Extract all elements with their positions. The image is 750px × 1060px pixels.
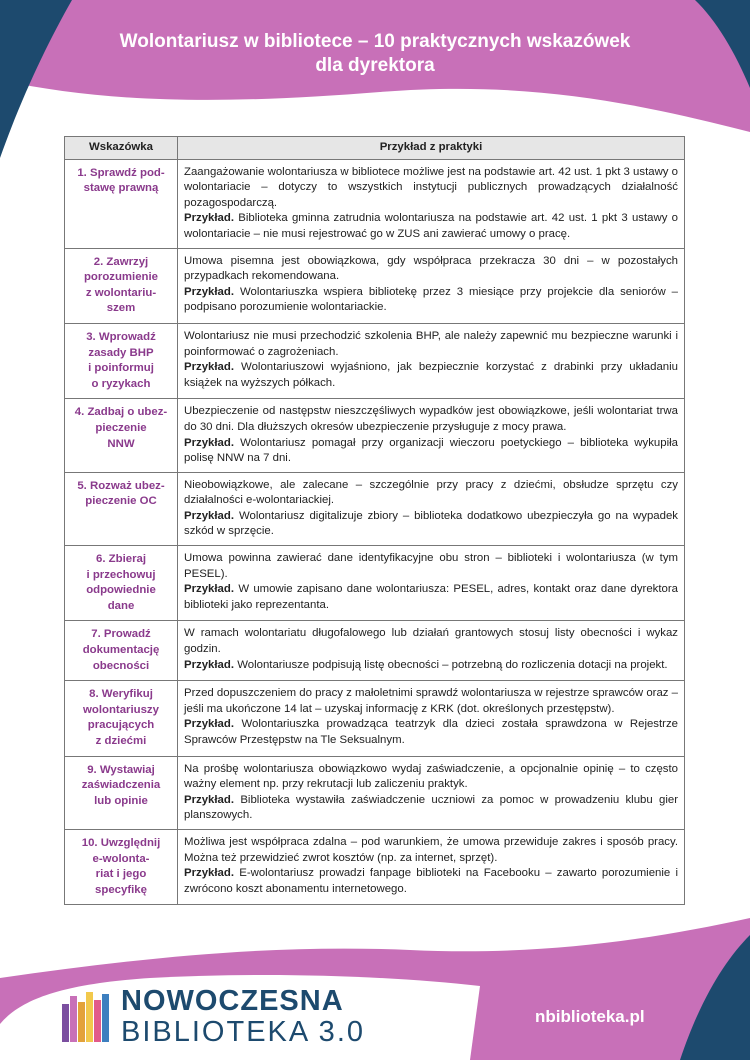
example-label: Przykład.	[184, 658, 235, 671]
tip-line: obecności	[92, 659, 150, 672]
tip-cell	[65, 756, 178, 829]
example-label: Przykład.	[184, 793, 235, 806]
example-paragraph	[184, 658, 678, 674]
website-link[interactable]: nbiblioteka.pl	[535, 1007, 645, 1026]
tip-line: dokumentację	[82, 644, 160, 657]
example-label: Przykład.	[184, 436, 235, 449]
tip-line: riat i jego	[95, 868, 147, 881]
table-row	[65, 546, 685, 621]
books-logo-icon	[62, 990, 114, 1042]
tip-line: odpowiednie	[86, 584, 156, 597]
example-label: Przykład.	[184, 361, 235, 374]
tip-line: lub opinie	[94, 794, 148, 807]
column-header-example: Przykład z praktyki	[178, 137, 685, 160]
table-row	[65, 323, 685, 398]
tip-line: 9. Wystawiaj	[87, 763, 155, 776]
tip-line: 2. Zawrzyj	[93, 255, 149, 268]
table-row	[65, 756, 685, 829]
example-cell	[178, 829, 685, 904]
description-text: Ubezpieczenie od następstw nieszczęśliwych wypadków jest obowiązkowe, jeśli wolontariat trwa do 30 dni. Dla dłuższych okresów ubezpieczenie przysługuje z mocy prawa.	[184, 405, 678, 433]
example-cell	[178, 546, 685, 621]
example-text: Biblioteka gminna zatrudnia wolontariusza na podstawie art. 42 ust. 1 pkt 3 ustawy o wolontariacie – nie musi rejestrować go w ZUS ani zawierać umowy o pracę.	[184, 212, 678, 240]
logo-bar	[102, 994, 109, 1042]
table-header-row	[65, 137, 685, 160]
example-cell	[178, 399, 685, 472]
description-text: Nieobowiązkowe, ale zalecane – szczególnie przy pracy z dziećmi, obsłudze sprzętu czy działalności e-wolontariackiej.	[184, 478, 678, 507]
description-text: Wolontariusz nie musi przechodzić szkolenia BHP, ale należy zapewnić mu bezpieczne warunki i poinformować o zagrożeniach.	[184, 329, 678, 358]
tip-cell	[65, 323, 178, 398]
example-paragraph	[184, 509, 678, 540]
logo-bar	[62, 1004, 69, 1042]
description-text: Możliwa jest współpraca zdalna – pod warunkiem, że umowa przewiduje zakres i sposób pracy. Można też przewidzieć zwrot kosztów (np. za internet, sprzęt).	[184, 835, 678, 864]
table-row	[65, 159, 685, 248]
tip-line: pracujących	[87, 719, 155, 732]
table-row	[65, 472, 685, 545]
example-label: Przykład.	[184, 718, 235, 731]
tip-line: 8. Weryfikuj	[89, 688, 153, 701]
tip-cell	[65, 829, 178, 904]
tip-line: 10. Uwzględnij	[81, 836, 161, 849]
tip-line: wolontariuszy	[83, 703, 159, 716]
tip-line: i przechowuj	[86, 568, 156, 581]
tip-line: 3. Wprowadź	[86, 330, 156, 343]
tip-cell	[65, 621, 178, 681]
example-text: Wolontariuszowi wyjaśniono, jak bezpiecznie korzystać z drabinki przy układaniu książek na wyższych półkach.	[184, 361, 679, 389]
description-text: W ramach wolontariatu długofalowego lub działań grantowych stosuj listy obecności i wykaz godzin.	[184, 627, 678, 656]
example-paragraph	[184, 582, 678, 613]
tip-line: zasady BHP	[88, 346, 154, 359]
example-cell	[178, 472, 685, 545]
description-text: Umowa pisemna jest obowiązkowa, gdy współpraca przekracza 30 dni – w pozostałych przypadkach rekomendowana.	[184, 254, 678, 283]
description-text: Umowa powinna zawierać dane identyfikacyjne obu stron – biblioteki i wolontariusza (w tym PESEL).	[184, 552, 678, 580]
logo-text-top: NOWOCZESNA	[121, 985, 344, 1017]
tip-cell	[65, 399, 178, 472]
example-paragraph	[184, 285, 678, 316]
tip-line: 6. Zbieraj	[95, 553, 146, 566]
example-text: E-wolontariusz prowadzi fanpage biblioteki na Facebooku – zawarto porozumienie i zwrócono koszt abonamentu internetowego.	[184, 867, 678, 895]
example-paragraph	[184, 360, 678, 391]
example-text: Wolontariusz digitalizuje zbiory – biblioteka dodatkowo ubezpieczyła go na wypadek szkód w sprzęcie.	[184, 509, 678, 538]
description-text: Na prośbę wolontariusza obowiązkowo wydaj zaświadczenie, a opcjonalnie opinię – to często ważny element np. przy rekrutacji lub zaliczeniu praktyk.	[184, 762, 678, 791]
table-row	[65, 829, 685, 904]
tip-cell	[65, 546, 178, 621]
example-paragraph	[184, 793, 678, 824]
logo-bar	[70, 996, 77, 1042]
example-text: W umowie zapisano dane wolontariusza: PESEL, adres, kontakt oraz dane dyrektora biblioteki jako reprezentanta.	[184, 583, 678, 611]
description-text: Przed dopuszczeniem do pracy z małoletnimi sprawdź wolontariusza w rejestrze sprawców oraz – jeśli ma ukończone 14 lat – uzyskaj informację z KRK (dot. określonych przestępstw).	[184, 687, 678, 715]
tip-line: z wolontariu-	[85, 286, 157, 299]
example-paragraph	[184, 211, 678, 242]
column-header-tip: Wskazówka	[65, 137, 178, 160]
logo-bar	[94, 1000, 101, 1042]
example-cell	[178, 323, 685, 398]
logo-text-bottom: BIBLIOTEKA 3.0	[121, 1016, 365, 1048]
example-text: Wolontariusz pomagał przy organizacji wieczoru poetyckiego – biblioteka wykupiła polisę NNW na 7 dni.	[184, 436, 678, 465]
example-text: Wolontariusze podpisują listę obecności – potrzebną do rozliczenia dotacji na projekt.	[237, 658, 668, 671]
page-title-line-1: Wolontariusz w bibliotece – 10 praktycznych wskazówek	[119, 31, 631, 52]
tips-table	[64, 136, 685, 905]
tip-cell	[65, 248, 178, 323]
example-cell	[178, 756, 685, 829]
tip-cell	[65, 681, 178, 756]
example-cell	[178, 159, 685, 248]
example-text: Biblioteka wystawiła zaświadczenie uczniowi za pomoc w prowadzeniu klubu gier planszowych.	[184, 793, 678, 822]
example-label: Przykład.	[184, 509, 235, 522]
example-cell	[178, 681, 685, 756]
tip-line: pieczenie	[95, 421, 147, 434]
example-paragraph	[184, 436, 678, 467]
description-text: Zaangażowanie wolontariusza w bibliotece możliwe jest na podstawie art. 42 ust. 1 pkt 3 ustawy o wolontariacie – dotyczy to wszystkich instytucji publicznych prowadzących działalność pozagospodarczą.	[184, 165, 678, 209]
example-label: Przykład.	[184, 212, 235, 225]
example-paragraph	[184, 866, 678, 897]
tip-line: 1. Sprawdź pod-	[77, 166, 165, 179]
tip-line: 7. Prowadź	[91, 628, 151, 641]
tip-cell	[65, 159, 178, 248]
table-row	[65, 681, 685, 756]
page-title	[0, 30, 750, 78]
example-paragraph	[184, 717, 678, 748]
tip-line: 4. Zadbaj o ubez-	[74, 406, 168, 419]
page-title-line-2: dla dyrektora	[315, 55, 435, 76]
tip-line: 5. Rozważ ubez-	[77, 479, 165, 492]
tip-line: specyfikę	[95, 883, 147, 896]
logo-bar	[86, 992, 93, 1042]
tip-line: szem	[106, 302, 136, 315]
logo-bar	[78, 1002, 85, 1042]
tip-line: o ryzykach	[91, 377, 151, 390]
tip-line: porozumienie	[83, 271, 159, 284]
tip-cell	[65, 472, 178, 545]
tip-line: NNW	[107, 437, 135, 450]
table-row	[65, 248, 685, 323]
table-row	[65, 399, 685, 472]
tip-line: z dziećmi	[95, 735, 147, 747]
example-label: Przykład.	[184, 285, 235, 298]
example-cell	[178, 248, 685, 323]
tip-line: i poinformuj	[88, 362, 154, 375]
table-row	[65, 621, 685, 681]
example-text: Wolontariuszka wspiera bibliotekę przez 3 miesiące przy projekcie dla seniorów – podpisano porozumienie wolontariackie.	[184, 285, 678, 314]
example-label: Przykład.	[184, 583, 235, 596]
tip-line: pieczenie OC	[85, 495, 157, 508]
tip-line: stawę prawną	[83, 182, 159, 195]
example-text: Wolontariuszka prowadząca teatrzyk dla dzieci została sprawdzona w Rejestrze Sprawców Przestępstw na Tle Seksualnym.	[184, 718, 678, 746]
tip-line: zaświadczenia	[81, 779, 161, 792]
example-label: Przykład.	[184, 867, 235, 880]
tip-line: dane	[107, 599, 135, 612]
example-cell	[178, 621, 685, 681]
tip-line: e-wolonta-	[92, 852, 150, 865]
